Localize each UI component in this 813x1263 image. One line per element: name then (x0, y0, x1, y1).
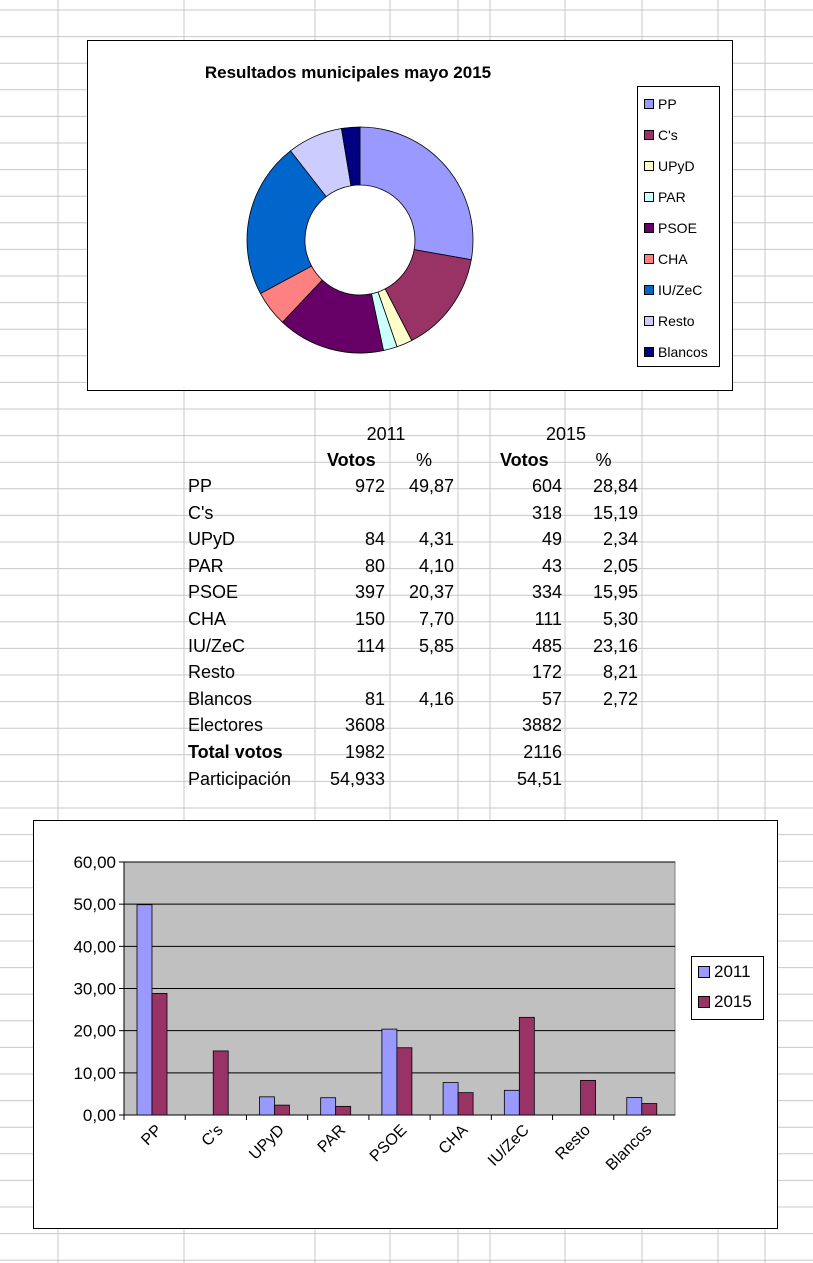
x-tick-label: Resto (552, 1121, 594, 1164)
cell-votos-2011: 114 (356, 635, 385, 656)
cell-pct-2015: 5,30 (602, 609, 638, 629)
x-tick-label: UPyD (246, 1121, 288, 1164)
cell-pct-2011 (390, 739, 454, 765)
bar-2011-upyd[interactable] (259, 1097, 274, 1115)
donut-legend-item (638, 336, 719, 367)
legend-label: 2015 (714, 992, 752, 1011)
bar-2015-c-s[interactable] (213, 1051, 228, 1115)
donut-chart-legend (637, 86, 720, 367)
cell-votos-2015: 54,51 (516, 768, 562, 789)
cell-pct-2015: 15,19 (592, 502, 638, 523)
donut-legend-item (638, 274, 719, 305)
bar-legend-item (692, 987, 763, 1017)
cell-votos-2011: 54,933 (329, 768, 385, 789)
bar-2015-blancos[interactable] (642, 1104, 657, 1115)
row-label: CHA (188, 609, 227, 629)
legend-swatch (644, 161, 654, 171)
row-label: Resto (188, 662, 236, 683)
x-tick-label: PP (138, 1121, 166, 1149)
row-label: Electores (188, 715, 264, 736)
y-tick-label: 10,00 (73, 1063, 116, 1083)
bar-chart-legend (691, 956, 764, 1020)
bar-chart[interactable] (33, 820, 778, 1229)
legend-label: 2011 (714, 962, 751, 981)
legend-swatch (644, 285, 654, 295)
bar-2015-upyd[interactable] (274, 1105, 289, 1115)
cell-pct-2011 (390, 500, 454, 526)
cell-pct-2011: 4,31 (418, 529, 454, 550)
row-label: PAR (188, 555, 224, 576)
row-label: UPyD (188, 529, 236, 550)
cell-pct-2011 (390, 659, 454, 685)
donut-legend-item (638, 213, 719, 244)
donut-legend-item (638, 89, 719, 120)
donut-chart[interactable] (87, 40, 733, 391)
row-label: Blancos (188, 688, 253, 709)
cell-pct-2015: 23,16 (592, 635, 638, 656)
header-votos-2011: Votos (327, 450, 376, 470)
bar-legend-item (692, 957, 763, 987)
bar-2011-iu-zec[interactable] (504, 1090, 519, 1115)
y-tick-label: 60,00 (73, 853, 116, 872)
donut-chart-plot (88, 41, 731, 389)
donut-slice-pp[interactable] (360, 127, 473, 260)
legend-label: PP (658, 96, 677, 113)
row-label: PP (188, 476, 213, 496)
cell-pct-2015: 2,05 (602, 555, 638, 576)
cell-votos-2011: 81 (364, 688, 385, 709)
legend-swatch (644, 347, 654, 357)
legend-label: PAR (658, 189, 686, 206)
cell-votos-2011: 3608 (344, 715, 385, 736)
legend-label: C's (658, 127, 678, 144)
cell-votos-2011: 397 (354, 582, 385, 603)
bar-2015-iu-zec[interactable] (519, 1017, 534, 1115)
bar-chart-plot (34, 821, 776, 1227)
x-tick-label: PAR (314, 1121, 350, 1157)
cell-votos-2015: 111 (534, 609, 562, 629)
x-tick-label: IU/ZeC (484, 1121, 533, 1170)
legend-label: IU/ZeC (658, 281, 703, 298)
cell-pct-2011: 7,70 (418, 609, 454, 629)
row-label: IU/ZeC (188, 635, 246, 656)
cell-votos-2015: 318 (531, 502, 562, 523)
cell-pct-2011: 20,37 (408, 582, 454, 603)
cell-pct-2015 (565, 739, 638, 765)
legend-swatch (644, 192, 654, 202)
cell-votos-2015: 334 (531, 582, 562, 603)
cell-pct-2015 (565, 766, 638, 792)
header-year-2015: 2015 (545, 424, 587, 444)
legend-swatch (644, 130, 654, 140)
cell-votos-2015: 604 (531, 476, 562, 496)
bar-2015-psoe[interactable] (397, 1048, 412, 1115)
legend-label: Blancos (658, 343, 708, 360)
cell-pct-2011 (390, 766, 454, 792)
cell-votos-2015: 49 (541, 529, 562, 550)
donut-legend-item (638, 182, 719, 213)
legend-swatch (644, 99, 654, 109)
legend-label: PSOE (658, 220, 697, 236)
legend-label: CHA (658, 250, 688, 267)
x-tick-label: C's (198, 1121, 227, 1150)
cell-pct-2011: 4,16 (418, 688, 454, 709)
cell-pct-2015 (565, 712, 638, 738)
legend-swatch (644, 316, 654, 326)
donut-legend-item (638, 120, 719, 151)
y-tick-label: 40,00 (73, 937, 116, 957)
row-label: PSOE (188, 582, 239, 603)
bar-2015-pp[interactable] (152, 993, 167, 1115)
x-tick-label: CHA (435, 1121, 472, 1158)
cell-votos-2011: 1982 (344, 742, 385, 762)
y-tick-label: 30,00 (73, 979, 116, 999)
donut-legend-item (638, 305, 719, 336)
header-year-2011: 2011 (366, 424, 406, 444)
cell-votos-2015: 172 (531, 662, 562, 683)
cell-pct-2015: 2,34 (602, 529, 638, 550)
cell-votos-2011 (315, 659, 385, 685)
cell-pct-2011: 5,85 (418, 635, 454, 656)
bar-2011-par[interactable] (321, 1098, 336, 1115)
cell-votos-2015: 57 (541, 688, 562, 709)
header-pct-2011: % (415, 450, 432, 470)
x-tick-label: Blancos (602, 1121, 656, 1175)
cell-pct-2011 (390, 712, 454, 738)
bar-2015-par[interactable] (336, 1106, 351, 1115)
cell-votos-2015: 485 (531, 635, 562, 656)
legend-swatch (644, 223, 654, 233)
legend-swatch (698, 966, 710, 978)
cell-votos-2011 (315, 500, 385, 526)
bar-2011-cha[interactable] (443, 1083, 458, 1115)
cell-pct-2011: 4,10 (418, 555, 454, 576)
cell-pct-2015: 15,95 (592, 582, 638, 603)
bar-2011-pp[interactable] (137, 905, 152, 1115)
cell-votos-2011: 972 (354, 476, 385, 496)
cell-votos-2015: 43 (541, 555, 562, 576)
row-label: Total votos (188, 742, 283, 762)
donut-legend-item (638, 243, 719, 274)
row-label: C's (188, 502, 214, 523)
legend-label: UPyD (658, 158, 695, 175)
y-tick-label: 50,00 (73, 895, 116, 915)
cell-votos-2011: 80 (364, 555, 385, 576)
header-pct-2015: % (595, 450, 612, 470)
donut-chart-title: Resultados municipales mayo 2015 (204, 63, 492, 82)
bar-2011-blancos[interactable] (627, 1097, 642, 1115)
cell-pct-2015: 2,72 (602, 688, 638, 709)
legend-swatch (698, 996, 710, 1008)
header-votos-2015: Votos (500, 450, 549, 470)
y-tick-label: 0,00 (82, 1106, 116, 1125)
bar-2015-resto[interactable] (581, 1080, 596, 1115)
cell-votos-2011: 84 (364, 529, 385, 550)
y-tick-label: 20,00 (73, 1021, 116, 1041)
legend-label: Resto (658, 312, 695, 329)
bar-2011-psoe[interactable] (382, 1029, 397, 1115)
row-label: Participación (188, 768, 292, 789)
bar-2015-cha[interactable] (458, 1093, 473, 1115)
cell-votos-2011: 150 (354, 609, 385, 629)
cell-pct-2011: 49,87 (408, 476, 454, 496)
cell-votos-2015: 2116 (523, 742, 562, 762)
cell-votos-2015: 3882 (521, 715, 562, 736)
cell-pct-2015: 28,84 (592, 476, 638, 496)
cell-pct-2015: 8,21 (602, 662, 638, 683)
x-tick-label: PSOE (366, 1121, 411, 1166)
legend-swatch (644, 254, 654, 264)
donut-legend-item (638, 151, 719, 182)
